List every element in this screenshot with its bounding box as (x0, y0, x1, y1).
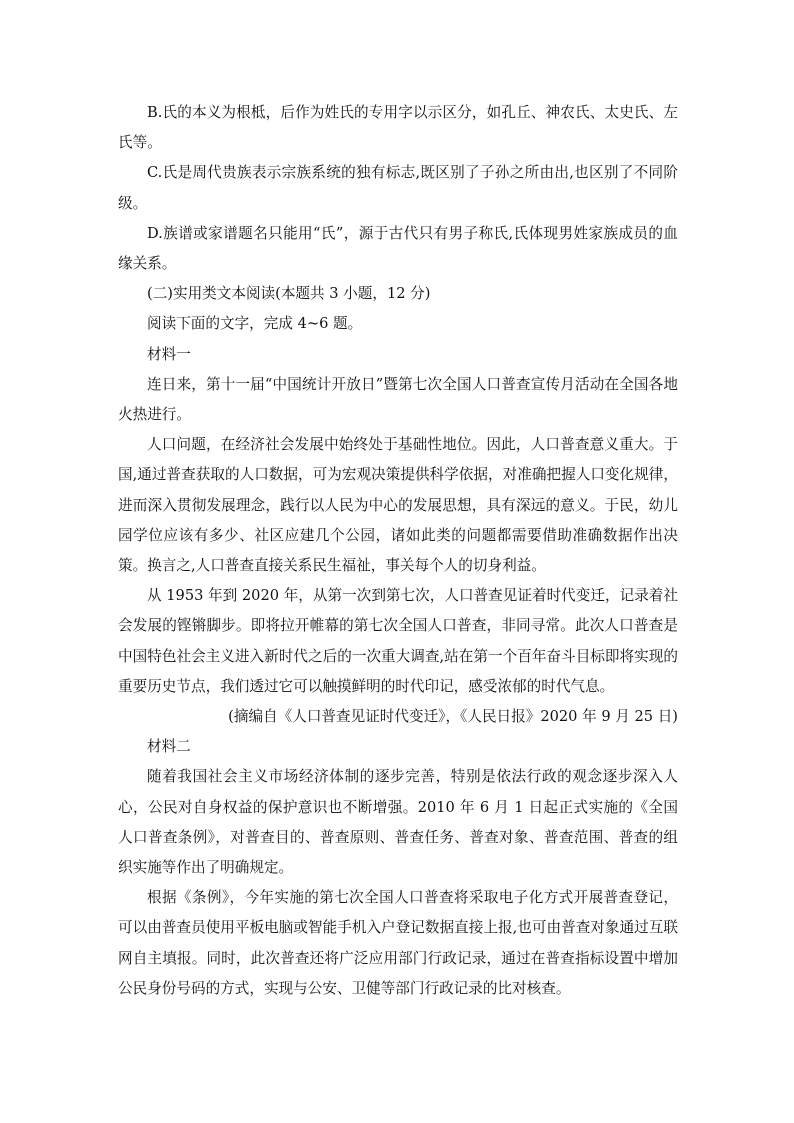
material-1-label: 材料一 (147, 345, 191, 363)
instruction: 阅读下面的文字，完成 4~6 题。 (147, 315, 363, 333)
material-1-source: (摘编自《人口普查见证时代变迁》，《人民日报》2020 年 9 月 25 日) (228, 708, 678, 726)
section-heading: (二)实用类文本阅读(本题共 3 小题，12 分) (147, 285, 431, 303)
document-page (118, 98, 678, 1004)
material-1-paragraph-3: 从 1953 年到 2020 年，从第一次到第七次，人口普查见证着时代变迁，记录着社会发展的铿锵脚步。即将拉开帷幕的第七次全国人口普查，非同寻常。此次人口普查是中国特色社会主义进入新时代之后的一次重大调查,站在第一个百年奋斗目标即将实现的重要历史节点，我们透过它可以触摸鲜明的时代印记，感受浓郁的时代气息。 (118, 587, 678, 695)
option-b: B.氏的本义为根柢，后作为姓氏的专用字以示区分，如孔丘、神农氏、太史氏、左氏等。 (118, 104, 678, 152)
material-1-paragraph-1: 连日来，第十一届“中国统计开放日”暨第七次全国人口普查宣传月活动在全国各地火热进行。 (118, 375, 678, 424)
material-2-label: 材料二 (147, 738, 191, 756)
material-2-paragraph-2: 根据《条例》，今年实施的第七次全国人口普查将采取电子化方式开展普查登记，可以由普查员使用平板电脑或智能手机入户登记数据直接上报,也可由普查对象通过互联网自主填报。同时，此次普查还将广泛应用部门行政记录，通过在普查指标设置中增加公民身份号码的方式，实现与公安、卫健等部门行政记录的比对核查。 (118, 889, 678, 997)
option-c: C.氏是周代贵族表示宗族系统的独有标志,既区别了子孙之所由出,也区别了不同阶级。 (118, 164, 678, 212)
material-1-paragraph-2: 人口问题，在经济社会发展中始终处于基础性地位。因此，人口普查意义重大。于国,通过普查获取的人口数据，可为宏观决策提供科学依据，对准确把握人口变化规律，进而深入贯彻发展理念，践行以人民为中心的发展思想，具有深远的意义。于民，幼儿园学位应该有多少、社区应建几个公园，诸如此类的问题都需要借助准确数据作出决策。换言之,人口普查直接关系民生福祉，事关每个人的切身利益。 (118, 436, 678, 575)
option-d: D.族谱或家谱题名只能用“氏”，源于古代只有男子称氏,氏体现男姓家族成员的血缘关系。 (118, 224, 678, 273)
material-2-paragraph-1: 随着我国社会主义市场经济体制的逐步完善，特别是依法行政的观念逐步深入人心，公民对自身权益的保护意识也不断增强。2010 年 6 月 1 日起正式实施的《全国人口普查条例》，对普查目的、普查原则、普查任务、普查对象、普查范围、普查的组织实施等作出了明确规定。 (118, 768, 678, 877)
